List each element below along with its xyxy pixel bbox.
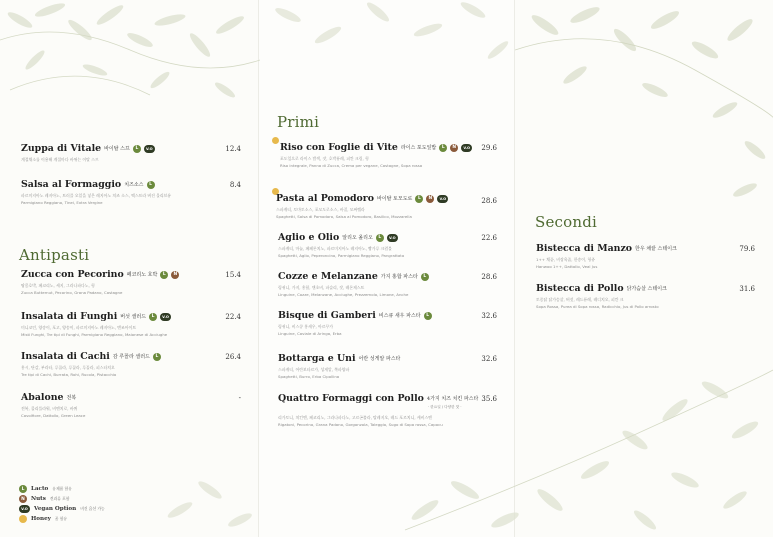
item-price: 28.6 [481, 197, 497, 205]
nuts-badge: N [19, 495, 27, 503]
item-name: Abalone [21, 392, 64, 403]
item-description: 1++ 채끝, 비장육줍, 한송이, 헝쥬 [536, 257, 595, 262]
item-description-italian: Parmigiano Reggiano, Tinei, Extra Vergine [21, 200, 103, 205]
lacto-badge: L [160, 271, 168, 279]
item-name: Quattro Formaggi con Pollo [278, 393, 424, 404]
item-price: 31.6 [739, 285, 755, 293]
item-name: Riso con Foglie di Vite [280, 142, 398, 153]
item-description-italian: Cavolfiore, Dattollo, Green Leace [21, 413, 86, 418]
menu-item-abalone [21, 392, 85, 419]
item-price: 29.6 [481, 144, 497, 152]
item-price: 32.6 [481, 312, 497, 320]
item-description-italian: Sopa Rossa, Purea di Sopa rossa, Radicchio, Jus di Pollo arrosto [536, 304, 659, 309]
item-name-korean: 닭가슴살 스테이크 [626, 286, 667, 292]
item-description: 전복, 콜리플라워, 비엔치로, 바퀴 [21, 406, 78, 411]
vegan-option-badge: V.O [461, 144, 472, 152]
vegan-option-badge: V.O [387, 234, 398, 242]
item-description: 링귀니, 가지, 홍합, 앤초비, 파슬리, 잣, 레몬제스트 [278, 285, 365, 290]
item-name: Cozze e Melanzane [278, 271, 378, 282]
menu-item-pasta-al-pomodoro [276, 193, 448, 220]
item-name-korean: 바이탈 토모도로 [376, 196, 413, 202]
item-price: 79.6 [739, 245, 755, 253]
item-price: - [238, 394, 241, 402]
lacto-badge: L [421, 273, 429, 281]
lacto-badge: L [153, 353, 161, 361]
honey-dot-icon [272, 137, 279, 144]
item-description: 스파게티, 마늘, 페페론치노, 파르미지아노 레지아노, 빵가루 크럼블 [278, 246, 392, 251]
item-description-italian: Riso integrale, Panna di Zucca, Crema per vegane, Castagne, Sopa rossa [280, 163, 423, 168]
lacto-badge: L [376, 234, 384, 242]
menu-item-riso-con-foglie-di-vite [280, 142, 472, 169]
item-name-korean: 감 루꼴라 샐러드 [112, 354, 150, 360]
menu-item-insalata-di-cachi [21, 351, 161, 378]
item-price: 28.6 [481, 273, 497, 281]
menu-item-aglio-e-olio [278, 232, 404, 259]
item-name: Aglio e Olio [278, 232, 340, 243]
item-description-italian: Linguine, Cozze, Melanzane, Acciughe, Prezzemolo, Limone, Anche [278, 292, 409, 297]
legend-label: Vegan Option [34, 506, 77, 512]
item-name: Insalata di Funghi [21, 311, 118, 322]
item-name-korean: 비스큐 새우 파스타 [378, 313, 421, 319]
item-name: Insalata di Cachi [21, 351, 110, 362]
menu-item-bistecca-di-manzo [536, 243, 677, 270]
section-title-antipasti: Antipasti [19, 246, 90, 264]
item-description: 포도잎으로 라이스 밤색, 잣, 호박퓨레, 피칸 크림, 헝 [280, 156, 369, 161]
menu-panel-middle [258, 0, 515, 537]
menu-item-quattro-formaggi-con-pollo [278, 393, 478, 428]
item-description: 홍시, 단감, 부라타, 루꼴라, 루꼴라, 루꼴라, 피스타치오 [21, 365, 115, 370]
menu-item-salsa-al-formaggio [21, 179, 171, 206]
item-description: 리가토니, 치킨엔, 페코리노, 그라나파다노, 고르곤졸라, 탈레지오, 레드 포르치니, 캐비스엔 [278, 415, 432, 420]
item-description-italian: Spaghetti, Salsa di Pomodoro, Salsa al Pomodoro, Basilico, Mozzarella [276, 214, 412, 219]
item-name-korean: 버섯 샐러드 [120, 314, 147, 320]
menu-item-bottarga-e-uni [278, 353, 400, 380]
lacto-badge: L [149, 313, 157, 321]
item-description-italian: Spaghetti, Aglio, Peperoncino, Parmigiano Reggiano, Pangrattato [278, 253, 405, 258]
legend-label: Honey [31, 516, 51, 522]
lacto-badge: L [19, 485, 27, 493]
legend-row-nuts [19, 494, 105, 504]
item-price: 22.4 [225, 313, 241, 321]
item-name-korean: 한우 채끝 스테이크 [635, 246, 677, 252]
item-price: 32.6 [481, 355, 497, 363]
legend-label-korean: 유제품 함유 [52, 486, 72, 491]
lacto-badge: L [147, 181, 155, 189]
legend-label: Nuts [31, 496, 46, 502]
legend-label-korean: 꿀 함유 [54, 516, 68, 521]
item-price: 12.4 [225, 145, 241, 153]
item-name-korean: 페코리노 호박 [126, 272, 158, 278]
item-name-korean: 바이탈 스프 [104, 146, 130, 152]
item-description-italian: Hanwoo 1++, Dattollo, Veal Jus [536, 264, 598, 269]
item-name-korean: 4가지 치즈 치킨 파스타 [426, 396, 479, 402]
menu-item-zucca-con-pecorino [21, 269, 179, 296]
item-description-italian: Spaghetti, Burro, Erba Cipollina [278, 374, 340, 379]
item-price: 26.4 [225, 353, 241, 361]
item-description-italian: Rigatoni, Pecorino, Grana Padano, Gorgonzola, Taleggio, Sugo di Sopa rossa, Capocu [278, 422, 443, 427]
menu-item-zuppa-di-vitale [21, 143, 155, 163]
menu-item-bisque-di-gamberi [278, 310, 432, 337]
section-title-secondi: Secondi [535, 213, 598, 231]
nuts-badge: N [450, 144, 458, 152]
vegan-option-badge: V.O [437, 195, 448, 203]
item-name: Bisque di Gamberi [278, 310, 376, 321]
honey-dot-icon [19, 515, 27, 523]
item-description: 링귀니, 비스큐 홍새우, 아르꾸가 [278, 324, 334, 329]
item-name: Bistecca di Pollo [536, 283, 624, 294]
item-name-korean: 어란 성게알 파스타 [358, 356, 401, 362]
lacto-badge: L [415, 195, 423, 203]
item-description: 스파게티, 어란보타르가, 성게알, 쪽파양파 [278, 367, 350, 372]
vegan-option-badge: V.O [160, 313, 171, 321]
legend-label-korean: 비건 옵션 가능 [80, 506, 105, 511]
menu-item-insalata-di-funghi [21, 311, 171, 338]
vegan-option-badge: V.O [19, 505, 30, 513]
item-name: Bottarga e Uni [278, 353, 356, 364]
item-name-korean: 가지 홍합 파스타 [380, 274, 418, 280]
vegan-option-badge: V.O [144, 145, 155, 153]
legend-row-vegan-option [19, 504, 105, 514]
item-name-korean: 전복 [66, 395, 77, 401]
item-price: 8.4 [229, 181, 241, 189]
nuts-badge: N [171, 271, 179, 279]
lacto-badge: L [133, 145, 141, 153]
item-description: 계절채소를 이용해 계절마다 바뀌는 이탈 스프 [21, 157, 99, 162]
item-name: Salsa al Formaggio [21, 179, 122, 190]
item-description: 스파게티, 토마토소스, 포모도로소스, 바질, 모짜렐라 [276, 207, 365, 212]
allergen-legend [19, 484, 105, 524]
item-description-italian: Zucca Butternut, Pecorino, Grana Padano, Castagne [21, 290, 123, 295]
menu-item-bistecca-di-pollo [536, 283, 667, 310]
item-name: Zucca con Pecorino [21, 269, 124, 280]
item-description: 미니코인, 양송이, 포고, 양송이, 파르미지아노 레지아노, 맨조아이트 [21, 325, 137, 330]
legend-label: Lacto [31, 486, 49, 492]
item-name-korean: 알리오 올리오 [342, 235, 373, 241]
item-note: · 한요일 / 다양한 맛 · [428, 405, 462, 409]
item-price: 15.4 [225, 271, 241, 279]
item-name: Bistecca di Manzo [536, 243, 633, 254]
item-description-italian: Tre tipi di Cachi, Burrata, Rohi, Rucola, Pistacchio [21, 372, 117, 377]
item-description: 토종닭 닭가슴살, 버섯, 레드퓨레, 레디치오, 피칸 크 [536, 297, 624, 302]
lacto-badge: L [424, 312, 432, 320]
menu-item-cozze-e-melanzane [278, 271, 429, 298]
legend-row-lacto [19, 484, 105, 494]
item-name: Pasta al Pomodoro [276, 193, 374, 204]
item-description: 파르미지아노 레지아노, 트러플 오일을 넣은 레지아노 치즈 소스, 엑스트라 버진 올리브유 [21, 193, 172, 198]
section-title-primi: Primi [277, 113, 320, 131]
legend-row-honey [19, 514, 105, 524]
item-description: 땅콩호박, 페코리노, 세지, 그라나파다노, 헝 [21, 283, 95, 288]
item-description-italian: Linguine, Caviale di Aringa, Erba [278, 331, 342, 336]
legend-label-korean: 견과류 포함 [49, 496, 70, 501]
item-price: 35.6 [481, 395, 497, 403]
item-name: Zuppa di Vitale [21, 143, 102, 154]
item-name-korean: 라이스 포도잎밥 [400, 145, 437, 151]
item-name-korean: 치즈소스 [124, 182, 144, 188]
item-price: 22.6 [481, 234, 497, 242]
item-description-italian: Misti Funghi, Tre tipi di Funghi, Parmigiano Reggiano, Maionese di Acciughe [21, 332, 168, 337]
nuts-badge: N [426, 195, 434, 203]
lacto-badge: L [439, 144, 447, 152]
